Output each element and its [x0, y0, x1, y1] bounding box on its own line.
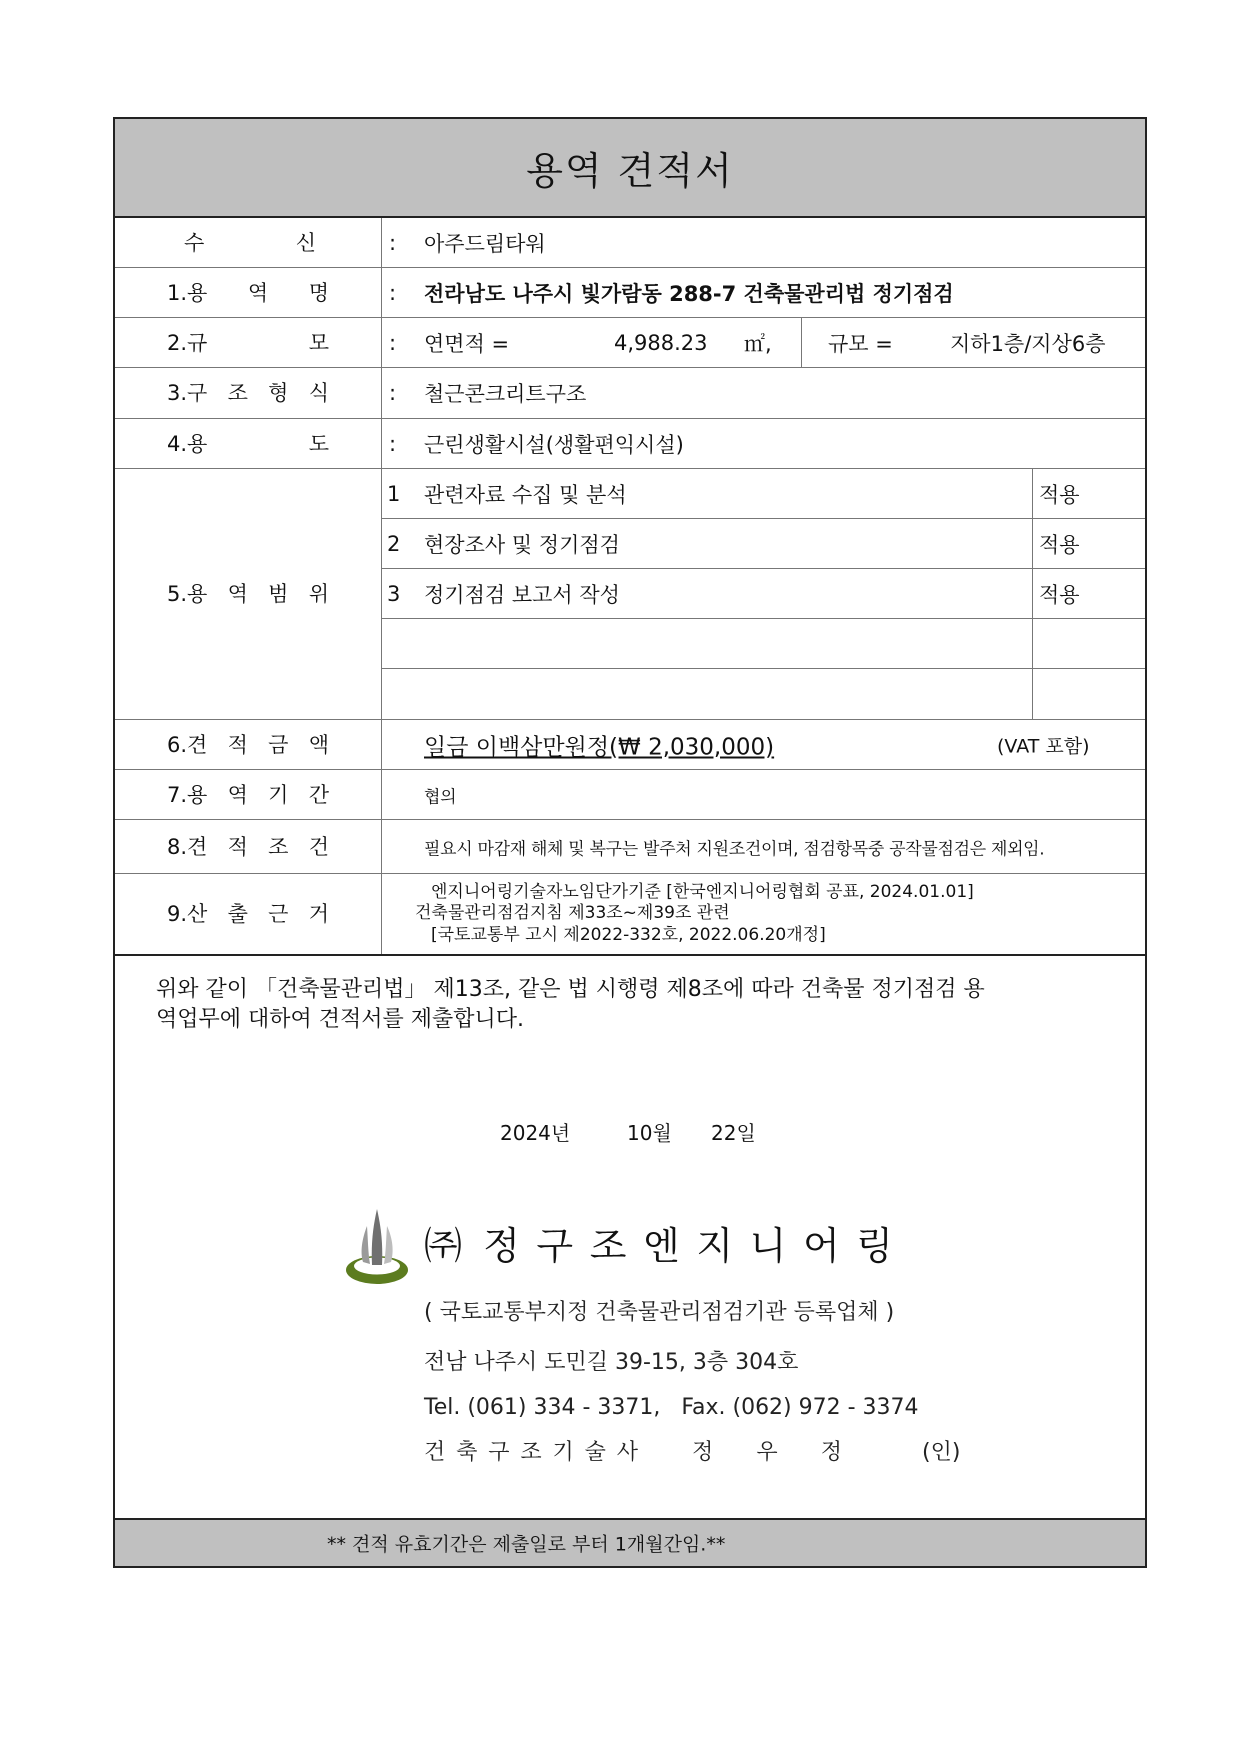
scope-item-task: 관련자료 수집 및 분석: [424, 482, 627, 507]
scope-item-number: 2: [387, 531, 401, 556]
label-cell: [115, 268, 382, 317]
row-period: [115, 770, 1145, 820]
cell-divider: [1032, 519, 1033, 568]
label-cell: [115, 469, 382, 719]
label-cell: [115, 874, 382, 954]
service-name-label: 1.용 역 명: [167, 280, 329, 305]
row-recipient: [115, 218, 1145, 268]
signer-title: 건 축 구 조 기 술 사: [424, 1440, 638, 1465]
scope-item: [382, 469, 1145, 519]
row-structure: [115, 368, 1145, 419]
company-logo-icon: [346, 1209, 408, 1285]
use-value: 근린생활시설(생활편익시설): [424, 432, 684, 457]
label-cell: [115, 770, 382, 819]
separator: :: [389, 381, 397, 405]
cell-divider: [1032, 619, 1033, 668]
cell-divider: [1032, 569, 1033, 618]
scope-item-status: 적용: [1039, 582, 1080, 607]
period-value: 협의: [424, 787, 457, 807]
date-month: 10월: [627, 1121, 672, 1145]
separator: :: [389, 431, 397, 456]
row-scope: [115, 469, 1145, 720]
scope-item: [382, 519, 1145, 569]
basis-label: 9.산 출 근 거: [167, 902, 329, 926]
service-name-value: 전라남도 나주시 빛가람동 288-7 건축물관리법 정기점검: [424, 281, 954, 306]
label-cell: [115, 218, 382, 267]
recipient-value: 아주드림타워: [424, 231, 546, 256]
scope-item-number: 3: [387, 581, 401, 606]
value-cell: [382, 469, 1145, 719]
use-label: 4.용 도: [167, 431, 329, 456]
estimate-table: [115, 218, 1145, 956]
value-cell: [382, 770, 1145, 819]
basis-line: 건축물관리점검지침 제33조~제39조 관련: [415, 903, 730, 923]
scale-label: 2.규 모: [167, 330, 329, 355]
size-value: 지하1층/지상6층: [950, 331, 1106, 356]
scope-item-number: 1: [387, 481, 401, 506]
validity-note: ** 견적 유효기간은 제출일로 부터 1개월간임.**: [327, 1533, 726, 1556]
conditions-value: 필요시 마감재 해체 및 복구는 발주처 지원조건이며, 점검항목중 공작물점검은 제외임.: [424, 839, 1045, 859]
date-day: 22일: [711, 1121, 756, 1145]
scope-item-task: 정기점검 보고서 작성: [424, 582, 620, 607]
area-value: 4,988.23: [614, 330, 708, 355]
row-scale: [115, 318, 1145, 368]
structure-label: 3.구 조 형 식: [167, 381, 329, 405]
separator: :: [389, 330, 397, 355]
scope-item-task: 현장조사 및 정기점검: [424, 532, 620, 557]
cell-divider: [1032, 469, 1033, 518]
company-name: ㈜ 정 구 조 엔 지 니 어 링: [424, 1224, 893, 1268]
conditions-label: 8.견 적 조 건: [167, 834, 329, 859]
label-cell: [115, 820, 382, 873]
basis-line: 엔지니어링기술자노임단가기준 [한국엔지니어링협회 공표, 2024.01.01]: [431, 882, 974, 902]
value-cell: [382, 368, 1145, 418]
row-service-name: [115, 268, 1145, 318]
structure-value: 철근콘크리트구조: [424, 382, 587, 406]
area-label: 연면적 =: [424, 331, 510, 356]
value-cell: [382, 820, 1145, 873]
vat-note: (VAT 포함): [997, 735, 1090, 757]
amount-value: 일금 이백삼만원정(₩ 2,030,000): [424, 734, 775, 760]
cell-divider: [801, 318, 802, 367]
label-cell: [115, 720, 382, 769]
period-label: 7.용 역 기 간: [167, 782, 329, 807]
scope-list: [382, 469, 1145, 719]
value-cell: [382, 419, 1145, 468]
company-contact: Tel. (061) 334 - 3371, Fax. (062) 972 - 3374: [424, 1395, 919, 1420]
document-title: 용역 견적서: [526, 149, 734, 193]
row-conditions: [115, 820, 1145, 874]
value-cell: [382, 874, 1145, 954]
value-cell: [382, 268, 1145, 317]
value-cell: [382, 218, 1145, 267]
footer-band: [115, 1518, 1145, 1566]
scope-label: 5.용 역 범 위: [167, 582, 329, 606]
scope-item-empty: [382, 669, 1145, 719]
cell-divider: [1032, 669, 1033, 719]
value-cell: [382, 720, 1145, 769]
company-registration: ( 국토교통부지정 건축물관리점검기관 등록업체 ): [424, 1300, 895, 1325]
size-label: 규모 =: [828, 331, 893, 356]
statement-line: 역업무에 대하여 견적서를 제출합니다.: [156, 1007, 525, 1032]
scope-item: [382, 569, 1145, 619]
label-cell: [115, 368, 382, 418]
company-address: 전남 나주시 도민길 39-15, 3층 304호: [424, 1350, 799, 1375]
row-amount: [115, 720, 1145, 770]
area-unit: ㎡,: [744, 331, 772, 356]
label-cell: [115, 419, 382, 468]
scope-item-status: 적용: [1039, 532, 1080, 557]
row-use: [115, 419, 1145, 469]
separator: :: [389, 230, 397, 255]
seal-mark: (인): [922, 1440, 961, 1465]
scope-item-empty: [382, 619, 1145, 669]
row-basis: [115, 874, 1145, 956]
statement-line: 위와 같이 「건축물관리법」 제13조, 같은 법 시행령 제8조에 따라 건축물 정기점검 용: [156, 977, 985, 1002]
amount-label: 6.견 적 금 액: [167, 732, 329, 757]
recipient-label: 수 신: [184, 230, 316, 255]
scope-item-status: 적용: [1039, 482, 1080, 507]
value-cell: [382, 318, 1145, 367]
date-year: 2024년: [500, 1121, 571, 1145]
signer-name: 정 우 정: [692, 1440, 842, 1465]
basis-line: [국토교통부 고시 제2022-332호, 2022.06.20개정]: [431, 925, 826, 945]
title-band: [115, 119, 1145, 218]
label-cell: [115, 318, 382, 367]
separator: :: [389, 280, 397, 305]
